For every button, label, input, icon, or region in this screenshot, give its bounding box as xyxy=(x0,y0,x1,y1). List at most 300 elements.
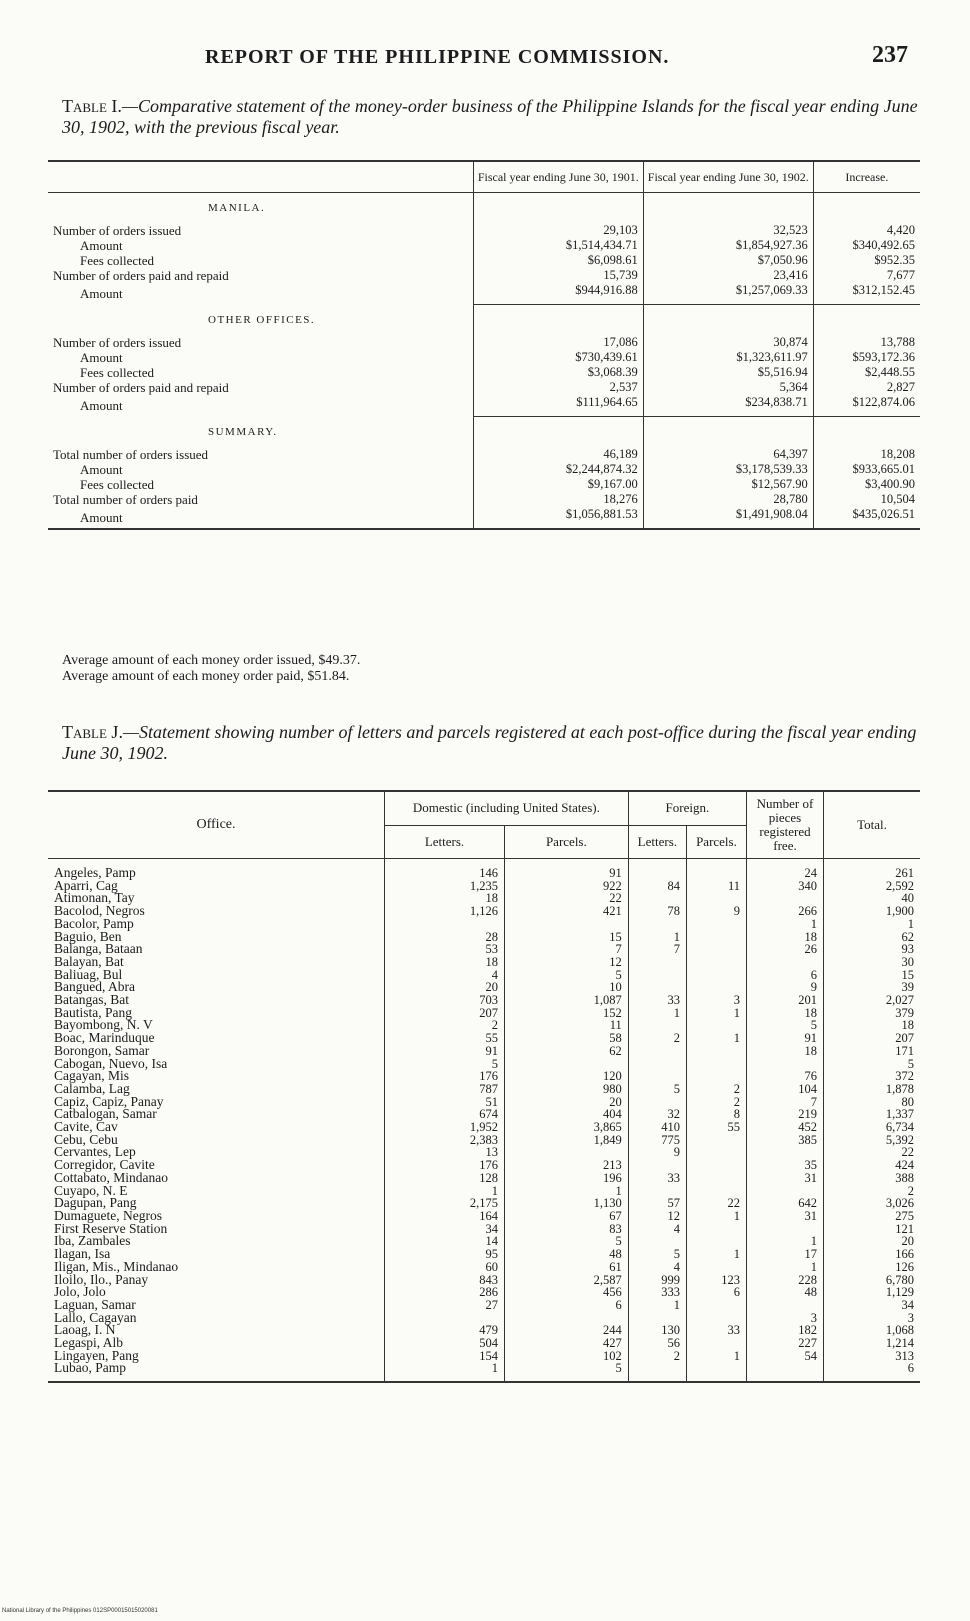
section-spacer xyxy=(643,193,813,224)
foreign-letters: 5 xyxy=(628,1083,686,1096)
foreign-parcels: 9 xyxy=(686,905,746,918)
free-pieces: 91 xyxy=(747,1032,824,1045)
total: 15 xyxy=(824,969,921,982)
office-name: Boac, Marinduque xyxy=(54,1030,155,1046)
total: 313 xyxy=(824,1350,921,1363)
foreign-parcels xyxy=(686,1146,746,1159)
foreign-parcels xyxy=(686,1223,746,1236)
foreign-letters: 78 xyxy=(628,905,686,918)
domestic-letters: 176 xyxy=(385,1070,505,1083)
row-value: $952.35 xyxy=(813,253,920,268)
foreign-parcels xyxy=(686,1134,746,1147)
column-header-total: Total. xyxy=(824,791,921,859)
foreign-parcels: 1 xyxy=(686,1032,746,1045)
section-row xyxy=(48,417,920,448)
row-label: Amount xyxy=(80,510,123,525)
office-name: Laoag, I. N xyxy=(54,1322,116,1338)
total: 1,129 xyxy=(824,1286,921,1299)
domestic-parcels xyxy=(504,918,628,931)
foreign-parcels xyxy=(686,943,746,956)
column-header-free: Number of pieces registered free. xyxy=(747,791,824,859)
section-heading: OTHER OFFICES. xyxy=(208,313,316,326)
table-row xyxy=(48,880,920,893)
foreign-parcels xyxy=(686,1337,746,1350)
row-label: Fees collected xyxy=(80,365,154,380)
foreign-letters: 130 xyxy=(628,1324,686,1337)
section-spacer xyxy=(473,305,643,336)
office-name: Cabogan, Nuevo, Isa xyxy=(54,1055,168,1071)
row-value: $593,172.36 xyxy=(813,350,920,365)
row-value: $7,050.96 xyxy=(643,253,813,268)
row-value: 5,364 xyxy=(643,380,813,395)
foreign-letters: 333 xyxy=(628,1286,686,1299)
row-value: $1,854,927.36 xyxy=(643,238,813,253)
foreign-letters: 999 xyxy=(628,1274,686,1287)
total: 3,026 xyxy=(824,1197,921,1210)
foreign-letters: 1 xyxy=(628,931,686,944)
free-pieces: 3 xyxy=(747,1312,824,1325)
domestic-letters: 55 xyxy=(385,1032,505,1045)
foreign-parcels xyxy=(686,931,746,944)
free-pieces: 642 xyxy=(747,1197,824,1210)
office-name: Cottabato, Mindanao xyxy=(54,1169,168,1185)
table-row xyxy=(48,238,920,253)
table-row xyxy=(48,1007,920,1020)
table-row xyxy=(48,1172,920,1185)
domestic-letters: 4 xyxy=(385,969,505,982)
office-name: Lubao, Pamp xyxy=(54,1360,126,1376)
total: 424 xyxy=(824,1159,921,1172)
foreign-parcels: 22 xyxy=(686,1197,746,1210)
table-row xyxy=(48,253,920,268)
domestic-parcels: 83 xyxy=(504,1223,628,1236)
table-j-caption-text: —Statement showing number of letters and parcels registered at each post-office during the fiscal year ending June 30, 1902. xyxy=(62,722,917,763)
foreign-letters: 775 xyxy=(628,1134,686,1147)
free-pieces: 7 xyxy=(747,1096,824,1109)
total: 1,068 xyxy=(824,1324,921,1337)
domestic-parcels: 5 xyxy=(504,1235,628,1248)
foreign-letters: 1 xyxy=(628,1299,686,1312)
table-row xyxy=(48,1235,920,1248)
total: 5 xyxy=(824,1058,921,1071)
foreign-parcels xyxy=(686,1159,746,1172)
foreign-parcels xyxy=(686,1299,746,1312)
office-name: Cebu, Cebu xyxy=(54,1131,118,1147)
domestic-parcels: 22 xyxy=(504,892,628,905)
row-value: $6,098.61 xyxy=(473,253,643,268)
total: 80 xyxy=(824,1096,921,1109)
table-row xyxy=(48,223,920,238)
foreign-parcels: 123 xyxy=(686,1274,746,1287)
foreign-letters: 2 xyxy=(628,1350,686,1363)
domestic-letters: 34 xyxy=(385,1223,505,1236)
foreign-parcels: 2 xyxy=(686,1096,746,1109)
total: 40 xyxy=(824,892,921,905)
domestic-letters: 787 xyxy=(385,1083,505,1096)
total: 1 xyxy=(824,918,921,931)
free-pieces: 31 xyxy=(747,1172,824,1185)
row-label: Number of orders issued xyxy=(53,223,182,238)
domestic-letters: 207 xyxy=(385,1007,505,1020)
free-pieces: 6 xyxy=(747,969,824,982)
domestic-parcels: 62 xyxy=(504,1045,628,1058)
row-value: 32,523 xyxy=(643,223,813,238)
domestic-parcels: 20 xyxy=(504,1096,628,1109)
foreign-parcels xyxy=(686,1045,746,1058)
domestic-parcels: 10 xyxy=(504,981,628,994)
row-value: 4,420 xyxy=(813,223,920,238)
row-value: $944,916.88 xyxy=(473,283,643,305)
domestic-letters: 1 xyxy=(385,1185,505,1198)
foreign-letters: 1 xyxy=(628,1007,686,1020)
free-pieces: 35 xyxy=(747,1159,824,1172)
domestic-letters: 2 xyxy=(385,1019,505,1032)
table-row xyxy=(48,969,920,982)
subheader-domestic-parcels: Parcels. xyxy=(504,825,628,858)
report-title: REPORT OF THE PHILIPPINE COMMISSION. xyxy=(205,46,670,68)
domestic-parcels: 67 xyxy=(504,1210,628,1223)
registered-mail-table xyxy=(48,790,920,1383)
row-value: 64,397 xyxy=(643,447,813,462)
total: 6,734 xyxy=(824,1121,921,1134)
row-value: $1,514,434.71 xyxy=(473,238,643,253)
column-header-1902: Fiscal year ending June 30, 1902. xyxy=(643,161,813,193)
row-value: 29,103 xyxy=(473,223,643,238)
row-value: 30,874 xyxy=(643,335,813,350)
row-label: Fees collected xyxy=(80,477,154,492)
office-name: Jolo, Jolo xyxy=(54,1284,106,1300)
domestic-letters: 154 xyxy=(385,1350,505,1363)
table-row xyxy=(48,507,920,529)
office-name: Iloilo, Ilo., Panay xyxy=(54,1271,149,1287)
domestic-parcels: 11 xyxy=(504,1019,628,1032)
table-row xyxy=(48,956,920,969)
domestic-letters: 164 xyxy=(385,1210,505,1223)
free-pieces: 201 xyxy=(747,994,824,1007)
row-value: $3,400.90 xyxy=(813,477,920,492)
office-name: Atimonan, Tay xyxy=(54,890,135,906)
table-row xyxy=(48,462,920,477)
table-row xyxy=(48,365,920,380)
average-issued: Average amount of each money order issued, $49.37. xyxy=(62,653,361,668)
foreign-letters: 33 xyxy=(628,1172,686,1185)
table-row xyxy=(48,943,920,956)
row-label: Number of orders issued xyxy=(53,335,182,350)
foreign-letters: 57 xyxy=(628,1197,686,1210)
section-spacer xyxy=(813,193,920,224)
domestic-parcels: 213 xyxy=(504,1159,628,1172)
foreign-parcels xyxy=(686,956,746,969)
foreign-letters xyxy=(628,1362,686,1382)
office-name: Lallo, Cagayan xyxy=(54,1309,137,1325)
domestic-parcels: 421 xyxy=(504,905,628,918)
total: 372 xyxy=(824,1070,921,1083)
free-pieces: 340 xyxy=(747,880,824,893)
row-value: 17,086 xyxy=(473,335,643,350)
table-row xyxy=(48,918,920,931)
office-name: Bayombong, N. V xyxy=(54,1017,153,1033)
table-row xyxy=(48,1159,920,1172)
domestic-letters: 674 xyxy=(385,1108,505,1121)
section-row xyxy=(48,193,920,224)
office-name: Dumaguete, Negros xyxy=(54,1207,162,1223)
row-value: 2,537 xyxy=(473,380,643,395)
free-pieces: 17 xyxy=(747,1248,824,1261)
table-row xyxy=(48,994,920,1007)
table-row xyxy=(48,1032,920,1045)
row-label: Amount xyxy=(80,238,123,253)
row-label: Number of orders paid and repaid xyxy=(53,268,229,283)
table-row xyxy=(48,447,920,462)
domestic-parcels: 102 xyxy=(504,1350,628,1363)
foreign-letters xyxy=(628,918,686,931)
free-pieces: 31 xyxy=(747,1210,824,1223)
domestic-letters: 1 xyxy=(385,1362,505,1382)
domestic-letters: 95 xyxy=(385,1248,505,1261)
foreign-letters: 2 xyxy=(628,1032,686,1045)
section-spacer xyxy=(813,305,920,336)
office-name: Iligan, Mis., Mindanao xyxy=(54,1258,179,1274)
table-row xyxy=(48,1299,920,1312)
total: 121 xyxy=(824,1223,921,1236)
office-name: Cervantes, Lep xyxy=(54,1144,136,1160)
total: 166 xyxy=(824,1248,921,1261)
foreign-parcels: 1 xyxy=(686,1248,746,1261)
table-row xyxy=(48,931,920,944)
office-name: Baliuag, Bul xyxy=(54,966,123,982)
row-label: Amount xyxy=(80,350,123,365)
domestic-letters: 1,235 xyxy=(385,880,505,893)
foreign-parcels: 11 xyxy=(686,880,746,893)
total: 2,592 xyxy=(824,880,921,893)
domestic-parcels: 91 xyxy=(504,859,628,880)
domestic-letters xyxy=(385,918,505,931)
domestic-letters: 843 xyxy=(385,1274,505,1287)
domestic-letters: 53 xyxy=(385,943,505,956)
subheader-foreign-letters: Letters. xyxy=(628,825,686,858)
free-pieces: 54 xyxy=(747,1350,824,1363)
free-pieces: 452 xyxy=(747,1121,824,1134)
domestic-letters: 20 xyxy=(385,981,505,994)
table-row xyxy=(48,1134,920,1147)
domestic-letters: 1,126 xyxy=(385,905,505,918)
table-row xyxy=(48,283,920,305)
office-name: Bacolor, Pamp xyxy=(54,915,134,931)
column-header-increase: Increase. xyxy=(813,161,920,193)
table-row xyxy=(48,268,920,283)
foreign-parcels: 33 xyxy=(686,1324,746,1337)
column-header-1901: Fiscal year ending June 30, 1901. xyxy=(473,161,643,193)
row-value: $3,178,539.33 xyxy=(643,462,813,477)
averages xyxy=(62,653,360,685)
office-name: Iba, Zambales xyxy=(54,1233,131,1249)
footer-credit: National Library of the Philippines 012SP00015015020081 xyxy=(2,1608,158,1614)
foreign-letters: 9 xyxy=(628,1146,686,1159)
free-pieces: 18 xyxy=(747,1007,824,1020)
total: 171 xyxy=(824,1045,921,1058)
domestic-letters: 286 xyxy=(385,1286,505,1299)
table-row xyxy=(48,1019,920,1032)
office-name: Balayan, Bat xyxy=(54,953,124,969)
total: 1,214 xyxy=(824,1337,921,1350)
row-value: 13,788 xyxy=(813,335,920,350)
table-row xyxy=(48,1286,920,1299)
free-pieces: 76 xyxy=(747,1070,824,1083)
total: 2,027 xyxy=(824,994,921,1007)
domestic-parcels: 12 xyxy=(504,956,628,969)
domestic-parcels: 6 xyxy=(504,1299,628,1312)
office-name: Lingayen, Pang xyxy=(54,1347,139,1363)
foreign-parcels: 1 xyxy=(686,1210,746,1223)
foreign-parcels: 3 xyxy=(686,994,746,1007)
table-row xyxy=(48,905,920,918)
total: 6,780 xyxy=(824,1274,921,1287)
total: 34 xyxy=(824,1299,921,1312)
office-name: Legaspi, Alb xyxy=(54,1335,123,1351)
office-name: Angeles, Pamp xyxy=(54,865,136,880)
table-row xyxy=(48,1045,920,1058)
domestic-parcels: 427 xyxy=(504,1337,628,1350)
row-value: $234,838.71 xyxy=(643,395,813,417)
foreign-letters: 4 xyxy=(628,1223,686,1236)
foreign-parcels xyxy=(686,1362,746,1382)
table-i-caption xyxy=(62,96,922,138)
foreign-parcels xyxy=(686,1058,746,1071)
total: 388 xyxy=(824,1172,921,1185)
domestic-letters: 51 xyxy=(385,1096,505,1109)
foreign-letters xyxy=(628,956,686,969)
domestic-parcels: 7 xyxy=(504,943,628,956)
domestic-parcels: 1 xyxy=(504,1185,628,1198)
row-value: 7,677 xyxy=(813,268,920,283)
domestic-letters: 2,175 xyxy=(385,1197,505,1210)
table-row xyxy=(48,1362,920,1382)
row-value: $3,068.39 xyxy=(473,365,643,380)
domestic-parcels: 196 xyxy=(504,1172,628,1185)
office-name: Baguio, Ben xyxy=(54,928,122,944)
office-name: Borongon, Samar xyxy=(54,1042,150,1058)
free-pieces xyxy=(747,1299,824,1312)
free-pieces: 18 xyxy=(747,1045,824,1058)
foreign-parcels: 1 xyxy=(686,1350,746,1363)
section-spacer xyxy=(813,417,920,448)
domestic-parcels: 5 xyxy=(504,969,628,982)
row-label: Total number of orders issued xyxy=(53,447,209,462)
total: 3 xyxy=(824,1312,921,1325)
free-pieces: 1 xyxy=(747,1235,824,1248)
domestic-parcels: 3,865 xyxy=(504,1121,628,1134)
office-name: Aparri, Cag xyxy=(54,877,118,893)
foreign-parcels xyxy=(686,1261,746,1274)
free-pieces xyxy=(747,956,824,969)
foreign-parcels xyxy=(686,1172,746,1185)
foreign-letters: 410 xyxy=(628,1121,686,1134)
table-row xyxy=(48,859,920,880)
domestic-parcels: 1,087 xyxy=(504,994,628,1007)
foreign-parcels xyxy=(686,918,746,931)
total: 1,878 xyxy=(824,1083,921,1096)
domestic-letters: 13 xyxy=(385,1146,505,1159)
row-value: $1,491,908.04 xyxy=(643,507,813,529)
total: 1,900 xyxy=(824,905,921,918)
section-spacer xyxy=(643,417,813,448)
total: 20 xyxy=(824,1235,921,1248)
row-value: $435,026.51 xyxy=(813,507,920,529)
domestic-letters: 504 xyxy=(385,1337,505,1350)
foreign-parcels: 1 xyxy=(686,1007,746,1020)
foreign-parcels xyxy=(686,969,746,982)
section-spacer xyxy=(643,305,813,336)
row-value: $1,257,069.33 xyxy=(643,283,813,305)
table-row xyxy=(48,492,920,507)
domestic-parcels: 15 xyxy=(504,931,628,944)
foreign-parcels: 2 xyxy=(686,1083,746,1096)
office-name: Bautista, Pang xyxy=(54,1004,132,1020)
free-pieces: 182 xyxy=(747,1324,824,1337)
foreign-letters xyxy=(628,859,686,880)
row-value: $340,492.65 xyxy=(813,238,920,253)
free-pieces: 1 xyxy=(747,1261,824,1274)
total: 18 xyxy=(824,1019,921,1032)
table-i-blank-header xyxy=(48,161,473,193)
column-header-office: Office. xyxy=(48,791,385,859)
total: 93 xyxy=(824,943,921,956)
domestic-parcels: 404 xyxy=(504,1108,628,1121)
table-j-label: Table J. xyxy=(62,722,123,742)
domestic-letters: 27 xyxy=(385,1299,505,1312)
foreign-letters xyxy=(628,1159,686,1172)
table-row xyxy=(48,350,920,365)
free-pieces: 5 xyxy=(747,1019,824,1032)
office-name: Laguan, Samar xyxy=(54,1296,136,1312)
foreign-parcels: 55 xyxy=(686,1121,746,1134)
domestic-parcels: 456 xyxy=(504,1286,628,1299)
money-order-table xyxy=(48,160,920,530)
domestic-letters: 1,952 xyxy=(385,1121,505,1134)
row-label: Fees collected xyxy=(80,253,154,268)
average-paid: Average amount of each money order paid, $51.84. xyxy=(62,669,350,684)
table-i-label: Table I. xyxy=(62,96,122,116)
row-value: $122,874.06 xyxy=(813,395,920,417)
free-pieces: 26 xyxy=(747,943,824,956)
office-name: Balanga, Bataan xyxy=(54,941,143,957)
column-header-domestic: Domestic (including United States). xyxy=(385,791,629,825)
domestic-parcels: 1,130 xyxy=(504,1197,628,1210)
domestic-letters: 14 xyxy=(385,1235,505,1248)
office-name: Cuyapo, N. E xyxy=(54,1182,128,1198)
table-row xyxy=(48,380,920,395)
table-row xyxy=(48,335,920,350)
row-label: Total number of orders paid xyxy=(53,492,198,507)
total: 379 xyxy=(824,1007,921,1020)
domestic-letters: 703 xyxy=(385,994,505,1007)
table-row xyxy=(48,1337,920,1350)
table-row xyxy=(48,477,920,492)
total: 1,337 xyxy=(824,1108,921,1121)
page-number: 237 xyxy=(872,42,908,68)
free-pieces: 385 xyxy=(747,1134,824,1147)
domestic-letters: 5 xyxy=(385,1058,505,1071)
row-value: $730,439.61 xyxy=(473,350,643,365)
row-value: $933,665.01 xyxy=(813,462,920,477)
domestic-letters: 18 xyxy=(385,956,505,969)
section-heading: MANILA. xyxy=(208,202,266,214)
section-spacer xyxy=(473,417,643,448)
domestic-parcels: 922 xyxy=(504,880,628,893)
row-value: $312,152.45 xyxy=(813,283,920,305)
free-pieces: 24 xyxy=(747,859,824,880)
subheader-domestic-letters: Letters. xyxy=(385,825,505,858)
